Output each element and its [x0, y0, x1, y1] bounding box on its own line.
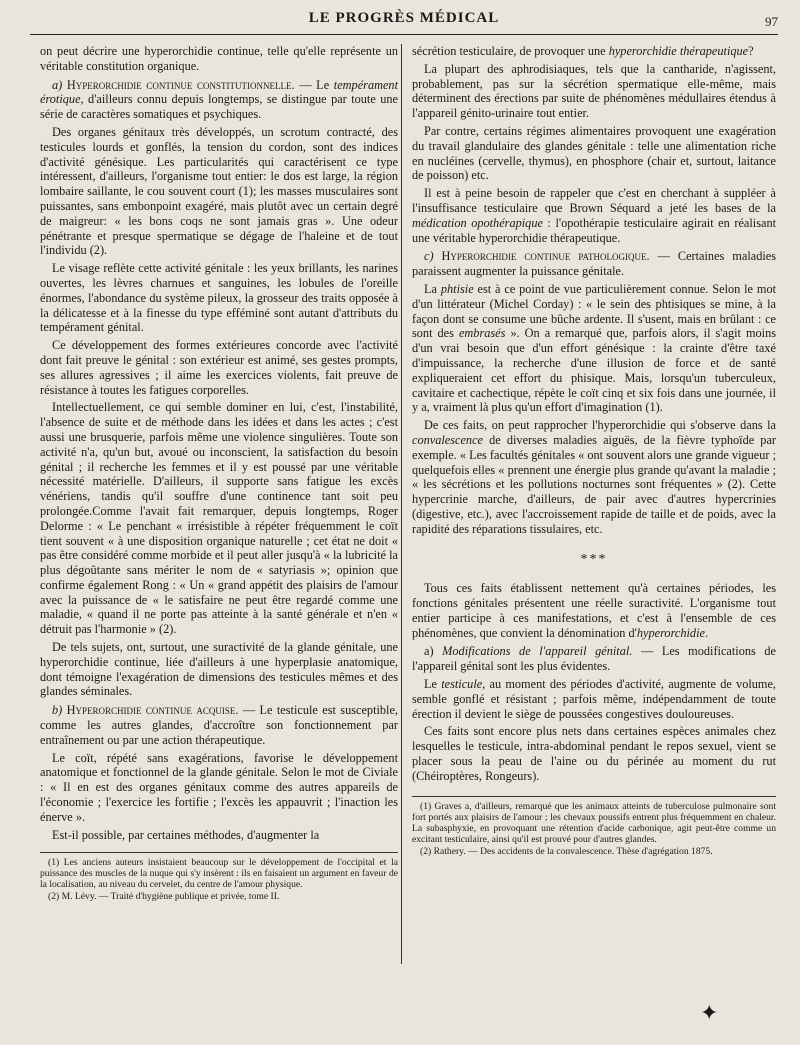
paragraph: De tels sujets, ont, surtout, une suractivité de la glande génitale, une hyperorchidie continue, liée d'ailleurs à une hyperplasie anatomique, dont témoigne l'exagération de dimensions des testicules mêmes et des glandes séminales. [40, 640, 398, 699]
running-header [30, 8, 778, 35]
footnote: (1) Les anciens auteurs insistaient beaucoup sur le développement de l'occipital et la puissance des muscles de la nuque qui s'y insèrent : ils en faisaient un argument en faveur de la localisation, au niveau du cervelet, du centre de l'amour physique. [40, 857, 398, 891]
section-a-paragraph: a) Hyperorchidie continue constitutionnelle. — Le tempérament érotique, d'ailleurs connu depuis longtemps, se distingue par toute une série de caractères somatiques et psychiques. [40, 77, 398, 122]
paragraph: Intellectuellement, ce qui semble dominer en lui, c'est, l'instabilité, l'absence de suite et de méthode dans les idées et dans les actes ; c'est aussi une brusquerie, parfois même une violence singulières. Toute son activité n'a, qu'un but, avoué ou inconscient, la satisfaction du besoin génital ; il recherche les femmes et il y est poussé par une véritable nécessité matérielle. D'ailleurs, il supporte sans fatigue les excès vénériens, tandis qu'il souffre d'une continence tant soit peu prolongée.Comme l'avait fait remarquer, depuis longtemps, Roger Delorme : « Le penchant « irrésistible à répéter fréquemment le coït tient souvent « à une disposition organique naturelle ; cet état ne doit « pas être considéré comme morbide et il peut aller jusqu'à « la lubricité la plus dégoûtante sans mériter le nom de « satyriasis »; opinion que confirme également Rong : « Un « grand appétit des plaisirs de l'amour avec la puissance de « le satisfaire ne peut être regardé comme une maladie, « quand il ne porte pas atteinte à la santé générale et n'en « détruit pas l'harmonie » (2). [40, 400, 398, 637]
paragraph: Le testicule, au moment des périodes d'activité, augmente de volume, semble gonflé et résistant ; parfois même, indépendamment de toute érection il devient le siège de poussées congestives douloureuses. [412, 677, 777, 721]
section-heading: Hyperorchidie continue acquise. [66, 703, 239, 718]
section-heading: Hyperorchidie continue constitutionnelle. [66, 77, 295, 92]
paragraph: Des organes génitaux très développés, un scrotum contracté, des testicules lourds et gonflés, la tension du cordon, sont des indices d'activité génésique. Les particularités qui caractérisent ce type intéressent, d'ailleurs, l'organisme tout entier: le dos est large, la région lombaire saillante, le cou souvent court (1); les masses musculaires sont puissantes, sans embonpoint exagéré, mais plutôt avec un certain degré de maigreur: « les bons coqs ne sont jamais gras ». Une odeur pénétrante et presque spermatique se dégage de l'haleine et de tout l'individu (2). [40, 124, 398, 258]
paragraph: sécrétion testiculaire, de provoquer une hyperorchidie thérapeutique? [412, 44, 754, 58]
running-title: LE PROGRÈS MÉDICAL [308, 10, 500, 26]
paragraph: Est-il possible, par certaines méthodes, d'augmenter la [52, 827, 320, 842]
paragraph: Il est à peine besoin de rappeler que c'est en cherchant à suppléer à l'insuffisance testiculaire que Brown Séquard a jeté les bases de la médication opothérapique : l'opothérapie testiculaire agirait en réalisant une véritable hyperorchidie thérapeutique. [412, 186, 777, 245]
paragraph: Ces faits sont encore plus nets dans certaines espèces animales chez lesquelles le testicule, intra-abdominal pendant le repos sexuel, vient se placer sous la peau de l'aine ou du périnée au moment du rut (Chéiroptères, Rongeurs). [412, 724, 776, 783]
column-divider [401, 44, 402, 964]
section-b-paragraph: b) Hyperorchidie continue acquise. — Le testicule est susceptible, comme les autres glandes, d'accroître son fonctionnement par entraînement ou par une action thérapeutique. [40, 703, 399, 747]
section-marker: a) [424, 644, 434, 659]
paragraph: Ce développement des formes extérieures concorde avec l'activité dont fait preuve le génital : son extérieur est animé, ses gestes prompts, ses allures agressives ; il aime les exercices violents, fait preuve de résistance à toutes les fatigues corporelles. [40, 338, 398, 397]
paragraph: La phtisie est à ce point de vue particulièrement connue. Selon le mot d'un littérateur (Michel Corday) : « le sein des phtisiques se mine, à la façon dont se consume une bûche ardente. Il s'usent, mais en brûlant : ce sont des embrasés ». On a remarqué que, parfois alors, il s'agit moins d'un vrai besoin que d'un effort génésique : la crainte d'être taxé d'impuissance, la recherche d'une illusion de force et de santé expliqueraient cet effort du phisique. Mais, lorsqu'un tuberculeux, cavitaire et cachectique, répète le coït cinq et six fois dans une journée, il y a, vraiment là plus qu'un effort d'imagination (1). [412, 281, 777, 415]
section-marker: a) [52, 77, 63, 92]
page-number: 97 [765, 14, 778, 29]
section-heading: Hyperorchidie continue pathologique. [441, 249, 650, 264]
section-c-paragraph: c) Hyperorchidie continue pathologique. — Certaines maladies paraissent augmenter la puissance génitale. [412, 249, 776, 279]
fleuron-ornament-icon: ✦ [700, 1000, 719, 1025]
right-column [412, 44, 776, 858]
subsection-a-paragraph: a) Modifications de l'appareil génital. — Les modifications de l'appareil génital sont les plus évidentes. [412, 644, 776, 674]
footnotes [412, 796, 776, 857]
paragraph: Par contre, certains régimes alimentaires provoquent une exagération du travail glandulaire des glandes génitale : telle une alimentation riche en nucléines (cervelle, thymus), en phosphore (chair et, surtout, laitance de poisson) etc. [412, 123, 776, 183]
paragraph: Le visage reflète cette activité génitale : les yeux brillants, les narines ouvertes, les lèvres charnues et sanguines, les lobules de l'oreille énormes, l'abondance du système pileux, la grosseur des traits opposée à la délicatesse et à la finesse du type efféminé sont autant d'attributs du tempérament génital. [40, 261, 398, 335]
footnote: (2) Rathery. — Des accidents de la convalescence. Thèse d'agrégation 1875. [420, 845, 713, 857]
paragraph: Le coït, répété sans exagérations, favorise le développement anatomique et fonctionnel de la glande génitale. Selon le mot de Civiale : « Il en est des organes génitaux comme des autres appareils de l'économie ; l'exercice les fortifie ; l'excès les appauvrit ; l'inaction les énerve ». [40, 750, 398, 824]
left-column [40, 44, 398, 903]
footnotes [40, 852, 398, 902]
paragraph: De ces faits, on peut rapprocher l'hyperorchidie qui s'observe dans la convalescence de diverses maladies aiguës, de la fièvre typhoïde par exemple. « Les facultés génitales « ont souvent alors une grande vigueur ; quelquefois elles « prennent une énergie plus grande qu'avant la maladie ; « les sécrétions et les pollutions nocturnes sont fréquentes » (2). Cette hypercrinie marche, d'ailleurs, de pair avec d'autres hypercrinies (digestive, etc.), avec l'accroissement rapide de taille et de poids, avec la rapidité des réparations tissulaires, etc. [412, 418, 777, 536]
section-break-stars: *** [580, 551, 608, 567]
paragraph: Tous ces faits établissent nettement qu'à certaines périodes, les fonctions génitales présentent une réelle suractivité. L'organisme tout entier participe à ces manifestations, et c'est à l'ensemble de ces phénomènes, que convient la dénomination d'hyperorchidie. [412, 581, 776, 640]
section-marker: b) [52, 703, 63, 718]
paragraph: on peut décrire une hyperorchidie continue, telle qu'elle représente un véritable constitution organique. [40, 44, 398, 73]
section-marker: c) [424, 249, 434, 264]
footnote: (2) M. Lévy. — Traité d'hygiène publique et privée, tome II. [48, 891, 280, 903]
paragraph: La plupart des aphrodisiaques, tels que la cantharide, n'agissent, probablement, pas sur la sécrétion spermatique elle-même, mais déterminent des érections par suite de phénomènes médullaires étendus à l'appareil génito-urinaire tout entier. [412, 61, 776, 121]
footnote: (1) Graves a, d'ailleurs, remarqué que les animaux atteints de tuberculose pulmonaire sont fort portés aux plaisirs de l'amour ; les chevaux poussifs entrent plus fréquemment en chaleur. La subasphyxie, en provoquant une rétention d'acide carbonique, agit peut-être comme un excitant testiculaire, ainsi qu'il est prouvé pour d'autres glandes. [412, 800, 776, 845]
section-heading: Modifications de l'appareil génital. [442, 644, 633, 659]
